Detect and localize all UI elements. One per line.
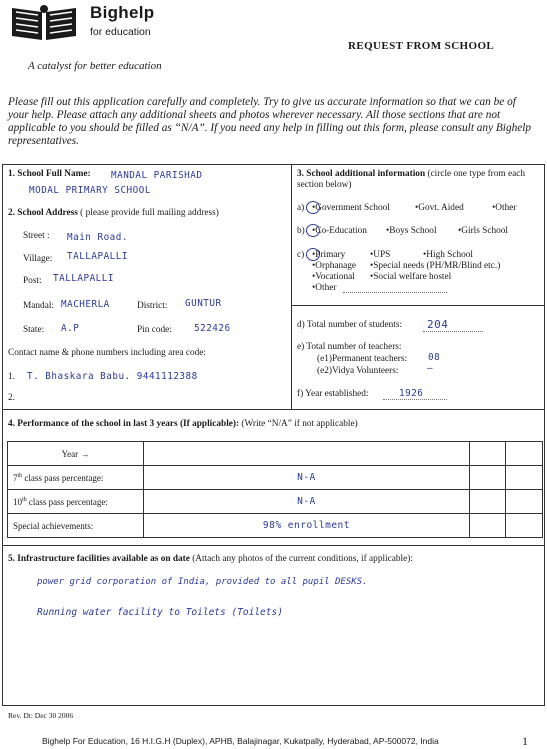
additional-info-heading: 3. School additional information (circle one type from each section below) [297,169,526,190]
table-cell[interactable]: 98% enrollment [144,514,470,538]
school-name-label: 1. School Full Name: [8,169,91,179]
option-a-prefix: a) [297,203,305,213]
district-field[interactable]: GUNTUR [185,298,222,309]
request-form [2,164,545,706]
footer-address: Bighelp For Education, 16 H.I.G.H (Duplex), APHB, Balajinagar, Kukatpally, Hyderabad, AP-500072, India [42,736,439,746]
bighelp-logo [8,2,80,42]
total-students-label: d) Total number of students: [297,320,403,330]
total-teachers-label: e) Total number of teachers: [297,342,402,352]
tagline: A catalyst for better education [28,60,162,72]
brand-name: Bighelp [90,3,155,22]
option-other-c[interactable]: •Other [312,283,337,293]
column-divider [291,165,292,409]
table-cell[interactable] [469,490,506,514]
table-cell[interactable] [506,466,543,490]
contact-1-field[interactable]: T. Bhaskara Babu. 9441112388 [27,371,198,382]
table-cell[interactable] [506,514,543,538]
pin-code-field[interactable]: 522426 [194,323,231,334]
table-row [8,514,543,538]
year-established-label: f) Year established: [297,389,369,399]
table-row [8,442,543,466]
infrastructure-line-2[interactable]: Running water facility to Toilets (Toilets) [37,607,283,618]
row-label-special: Special achievements: [8,514,144,538]
street-field[interactable]: Main Road. [67,232,128,243]
school-name-value-line2[interactable]: MODAL PRIMARY SCHOOL [29,185,151,196]
state-field[interactable]: A.P [61,323,80,334]
year-header: Year → [8,442,144,466]
school-name-value[interactable]: MANDAL PARISHAD [111,170,203,181]
intro-paragraph: Please fill out this application carefully and completely. Try to give us accurate information so that we can be of your help. Please attach any additional sheets and photos wherever necessary. All those sections that are not applicable to you should be filled as “N/A”. If you need any help in filling out this form, please consult any Bighelp representatives. [8,96,532,147]
table-cell[interactable] [506,490,543,514]
post-field[interactable]: TALLAPALLI [53,273,114,284]
infrastructure-heading: 5. Infrastructure facilities available as on date (Attach any photos of the current conditions, if applicable): [8,554,413,564]
state-label: State: [23,325,45,335]
contact-1-number: 1. [8,372,15,382]
mandal-field[interactable]: MACHERLA [61,299,110,310]
year-fill-line [383,399,447,400]
option-government-school[interactable]: •Government School [312,203,390,213]
option-ups[interactable]: •UPS [370,250,391,260]
option-girls-school[interactable]: •Girls School [458,226,509,236]
district-label: District: [137,301,168,311]
table-cell[interactable] [469,442,506,466]
option-co-education[interactable]: •Co-Education [312,226,367,236]
street-label: Street : [23,231,50,241]
divider [3,545,544,546]
row-label-7th: 7th class pass percentage: [8,466,144,490]
brand-subtitle: for education [90,26,151,38]
option-boys-school[interactable]: •Boys School [386,226,437,236]
option-b-prefix: b) [297,226,305,236]
village-field[interactable]: TALLAPALLI [67,251,128,262]
permanent-teachers-field[interactable]: 08 [428,352,441,363]
infrastructure-line-1[interactable]: power grid corporation of India, provided to all pupil DESKS. [37,577,368,587]
table-cell[interactable] [506,442,543,466]
option-orphanage[interactable]: •Orphanage [312,261,357,271]
performance-table [7,441,543,538]
book-logo-icon [8,2,80,42]
performance-heading: 4. Performance of the school in last 3 years (If applicable): (Write “N/A” if not applicable) [8,419,358,429]
option-c-prefix: c) [297,250,305,260]
vidya-volunteers-field[interactable]: — [427,363,434,374]
village-label: Village: [23,254,53,264]
divider [291,305,544,306]
table-cell[interactable] [144,442,470,466]
table-cell[interactable] [469,466,506,490]
option-govt-aided[interactable]: •Govt. Aided [415,203,464,213]
table-cell[interactable] [469,514,506,538]
permanent-teachers-label: (e1)Permanent teachers: [317,354,408,364]
option-vocational[interactable]: •Vocational [312,272,355,282]
year-established-field[interactable]: 1926 [399,388,424,399]
document-title: REQUEST FROM SCHOOL [348,40,495,52]
table-cell[interactable]: N-A [144,466,470,490]
option-high-school[interactable]: •High School [423,250,474,260]
school-address-heading: 2. School Address ( please provide full mailing address) [8,208,219,218]
row-label-10th: 10th class pass percentage: [8,490,144,514]
vidya-volunteers-label: (e2)Vidya Volunteers: [317,366,399,376]
pin-code-label: Pin code: [137,325,172,335]
table-row [8,490,543,514]
option-primary[interactable]: •Primary [312,250,346,260]
other-fill-line [343,292,447,293]
option-social-welfare-hostel[interactable]: •Social welfare hostel [370,272,452,282]
contact-label: Contact name & phone numbers including area code: [8,348,207,358]
contact-2-number: 2. [8,393,15,403]
students-fill-line [423,331,483,332]
table-cell[interactable]: N-A [144,490,470,514]
post-label: Post: [23,276,42,286]
mandal-label: Mandal: [23,301,54,311]
revision-date: Rev. Dt: Dec 30 2006 [8,711,74,720]
option-special-needs[interactable]: •Special needs (PH/MR/Blind etc.) [370,261,501,271]
total-students-field[interactable]: 204 [427,318,449,331]
option-other-a[interactable]: •Other [492,203,517,213]
table-row [8,466,543,490]
divider [3,409,544,410]
page-number: 1 [522,734,528,748]
